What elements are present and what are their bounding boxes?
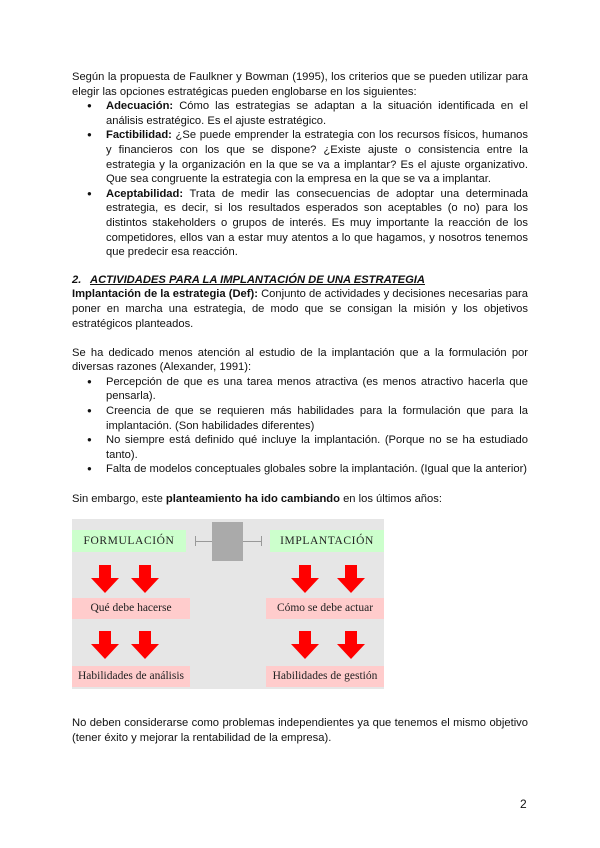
reasons-intro: Se ha dedicado menos atención al estudio de la implantación que a la formulación por diversas razones (Alexander, 1991):	[72, 346, 528, 374]
list-item	[106, 187, 528, 260]
definition-paragraph	[72, 287, 528, 331]
down-arrow-icon	[131, 631, 159, 659]
list-item: ● Percepción de que es una tarea menos atractiva (es menos atractivo hacerla que pensarla).	[106, 375, 528, 404]
page-number: 2	[520, 797, 527, 811]
criterion-term: Factibilidad:	[106, 129, 172, 142]
section-title: ACTIVIDADES PARA LA IMPLANTACIÓN DE UNA ESTRATEGIA	[90, 273, 425, 286]
connector-left	[195, 541, 212, 542]
down-arrow-icon	[291, 631, 319, 659]
change-paragraph	[72, 492, 528, 507]
criterion-term: Adecuación:	[106, 100, 174, 113]
definition-text: Conjunto de actividades y decisiones necesarias para poner en marcha una estrategia, de modo que se consigan la misión y los objetivos estratégicos planteados.	[72, 288, 528, 330]
criterion-text: Cómo las estrategias se adaptan a la situación identificada en el análisis estratégico. Es el ajuste estratégico.	[106, 100, 528, 127]
que-debe-hacerse-box: Qué debe hacerse	[72, 598, 190, 619]
formulacion-box: FORMULACIÓN	[72, 530, 186, 552]
criterion-term: Aceptabilidad:	[106, 187, 184, 200]
list-item	[106, 99, 528, 128]
criterion-text: ¿Se puede emprender la estrategia con los recursos físicos, humanos y financieros con los que se dispone? ¿Existe ajuste o consistencia entre la estrategia y la organización en la que se va a implantar? Es el ajuste organizativo. Que sea congruente la estrategia con la empresa en la que se va a implantar.	[106, 129, 528, 186]
down-arrow-icon	[337, 631, 365, 659]
criteria-list	[72, 99, 528, 260]
reasons-list	[72, 375, 528, 477]
down-arrow-icon	[291, 565, 319, 593]
change-bold: planteamiento ha ido cambiando	[165, 492, 340, 505]
intro-paragraph: Según la propuesta de Faulkner y Bowman (1995), los criterios que se pueden utilizar para elegir las opciones estratégicas pueden englobarse en los siguientes:	[72, 71, 528, 98]
section-heading	[72, 273, 528, 288]
down-arrow-icon	[91, 631, 119, 659]
section-number: 2.	[72, 273, 82, 286]
connector-tick-right	[261, 536, 262, 546]
implantacion-box: IMPLANTACIÓN	[270, 530, 384, 552]
como-se-debe-actuar-box: Cómo se debe actuar	[266, 598, 384, 619]
list-item: ● No siempre está definido qué incluye la implantación. (Porque no se ha estudiado tanto).	[106, 433, 528, 462]
criterion-text: Trata de medir las consecuencias de adoptar una determinada estrategia, es decir, si los resultados esperados son aceptables (o no) para los distintos stakeholders o grupos de interés. Es muy importante la reacción de los competidores, ellos van a estar muy atentos a lo que hagamos, y nosotros tenemos que predecir esa reacción.	[106, 187, 528, 259]
conclusion-paragraph: No deben considerarse como problemas independientes ya que tenemos el mismo objetivo (tener éxito y mejorar la rentabilidad de la empresa).	[72, 717, 528, 744]
definition-term: Implantación de la estrategia (Def):	[72, 288, 258, 301]
list-item	[106, 128, 528, 186]
gray-separator-block	[212, 522, 243, 561]
down-arrow-icon	[337, 565, 365, 593]
habilidades-analisis-box: Habilidades de análisis	[72, 666, 190, 687]
change-text-after: en los últimos años:	[339, 492, 442, 505]
habilidades-gestion-box: Habilidades de gestión	[266, 666, 384, 687]
down-arrow-icon	[91, 565, 119, 593]
document-body	[72, 70, 528, 506]
list-item: ● Creencia de que se requieren más habilidades para la formulación que para la implantación. (Son habilidades diferentes)	[106, 404, 528, 433]
connector-tick-left	[195, 536, 196, 546]
connector-right	[243, 541, 261, 542]
list-item: ● Falta de modelos conceptuales globales sobre la implantación. (Igual que la anterior)	[106, 462, 528, 477]
down-arrow-icon	[131, 565, 159, 593]
change-text-before: Sin embargo, este	[72, 492, 166, 505]
